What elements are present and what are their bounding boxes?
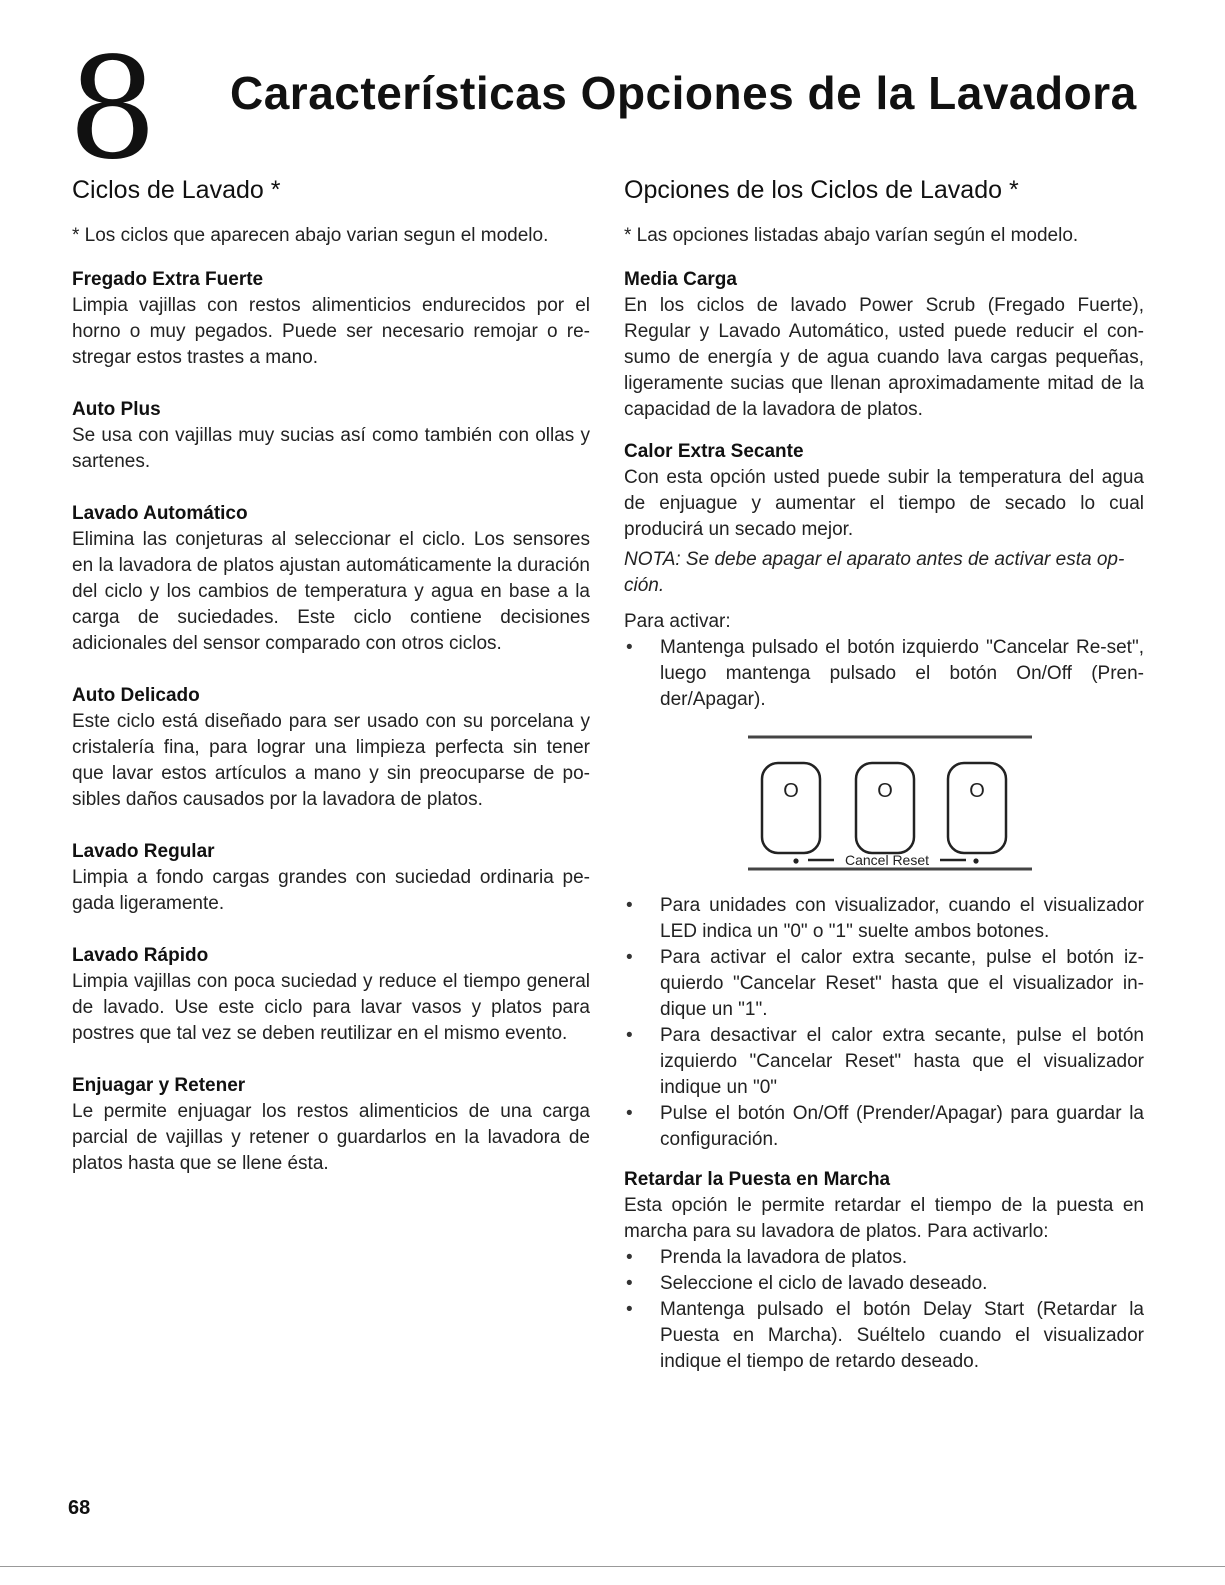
panel-dot-left [793,858,798,863]
cycle-description: Limpia vajillas con poca suciedad y reduce el tiempo general de lavado. Use este ciclo para lavar vasos y platos para postres que tal vez se deben reutilizar en el mismo evento. [72,971,590,1044]
cycle-heading: Lavado Rápido [72,945,209,966]
cycle-item [72,683,590,813]
button-middle-symbol: O [877,780,893,802]
cycle-description: Elimina las conjeturas al seleccionar el ciclo. Los sensores en la lavadora de platos ajustan automáticamente la duración del ciclo y los cambios de temperatura y agua en base a la carga de suciedades. Este ciclo contiene decisiones adicionales del sensor comparado con otros ciclos. [72,529,590,654]
nota-text: NOTA: Se debe apagar el aparato antes de activar esta op-ción. [624,549,1125,596]
bullet-glyph: • [626,895,633,916]
control-panel-svg [748,735,1032,873]
cycle-heading: Auto Plus [72,399,161,420]
bullet-glyph: • [626,637,633,658]
cycle-item [72,267,590,371]
cycle-description: Se usa con vajillas muy sucias así como también con ollas y sartenes. [72,425,590,472]
cycle-item [72,1073,590,1177]
display-steps [624,893,1144,1153]
page-title: Características Opciones de la Lavadora [230,67,1137,119]
right-column [624,176,1144,1391]
list-item-text: Pulse el botón On/Off (Prender/Apagar) para guardar la configuración. [660,1103,1144,1150]
bullet-glyph: • [626,1103,633,1124]
option-media-carga [624,267,1144,423]
cycle-heading: Lavado Automático [72,503,248,524]
list-item [624,635,1144,713]
section-title-cycle-options: Opciones de los Ciclos de Lavado * [624,176,1019,204]
models-note: * Los ciclos que aparecen abajo varian segun el modelo. [72,225,549,246]
cycle-item [72,943,590,1047]
left-column [72,176,590,1203]
section-title-wash-cycles: Ciclos de Lavado * [72,176,281,204]
list-item-text: Prenda la lavadora de platos. [660,1247,908,1268]
list-item-text: Para unidades con visualizador, cuando el visualizador LED indica un "0" o "1" suelte ambos botones. [660,895,1144,942]
button-left-outline [762,763,820,853]
list-item [624,893,1144,945]
option-retardar [624,1167,1144,1375]
activation-steps [624,635,1144,713]
cycle-item [72,839,590,917]
option-heading: Media Carga [624,269,737,290]
bullet-glyph: • [626,1273,633,1294]
list-item-text: Seleccione el ciclo de lavado deseado. [660,1273,988,1294]
bullet-glyph: • [626,1247,633,1268]
panel-dot-right [973,858,978,863]
cycle-description: Le permite enjuagar los restos alimenticios de una carga parcial de vajillas y retener o guardarlos en la lavadora de platos hasta que se llene ésta. [72,1101,590,1174]
cycle-item [72,501,590,657]
list-item-text: Mantenga pulsado el botón izquierdo "Cancelar Re-set", luego mantenga pulsado el botón On/Off (Pren-der/Apagar). [660,637,1144,710]
list-item [624,1023,1144,1101]
list-item [624,1271,1144,1297]
bullet-glyph: • [626,1299,633,1320]
para-activar-label: Para activar: [624,611,731,632]
options-note: * Las opciones listadas abajo varían según el modelo. [624,225,1079,246]
option-description: En los ciclos de lavado Power Scrub (Fregado Fuerte), Regular y Lavado Automático, usted puede reducir el con-sumo de energía y de agua cuando lava cargas pequeñas, ligeramente sucias que llenan aproximadamente mitad de la capacidad de la lavadora de platos. [624,295,1144,420]
bullet-glyph: • [626,947,633,968]
button-right-outline [948,763,1006,853]
button-middle-outline [856,763,914,853]
list-item [624,1245,1144,1271]
option-description: Con esta opción usted puede subir la temperatura del agua de enjuague y aumentar el tiempo de secado lo cual producirá un secado mejor. [624,467,1144,540]
bullet-glyph: • [626,1025,633,1046]
cancel-reset-label: Cancel Reset [844,852,930,868]
button-right-symbol: O [969,780,985,802]
list-item [624,945,1144,1023]
cycle-heading: Enjuagar y Retener [72,1075,246,1096]
list-item [624,1297,1144,1375]
button-left-symbol: O [783,780,799,802]
list-item-text: Para activar el calor extra secante, pulse el botón iz-quierdo "Cancelar Reset" hasta que el visualizador in-dique un "1". [660,947,1144,1020]
option-calor-extra [624,439,1144,1153]
page-number: 68 [68,1497,91,1519]
cycle-item [72,397,590,475]
bottom-rule [0,1566,1225,1567]
cycle-heading: Lavado Regular [72,841,215,862]
control-panel-illustration [748,735,1032,873]
cycle-heading: Auto Delicado [72,685,200,706]
option-heading: Calor Extra Secante [624,441,804,462]
list-item-text: Para desactivar el calor extra secante, pulse el botón izquierdo "Cancelar Reset" hasta que el visualizador indique un "0" [660,1025,1144,1098]
cycle-heading: Fregado Extra Fuerte [72,269,264,290]
delay-steps [624,1245,1144,1375]
option-heading: Retardar la Puesta en Marcha [624,1169,891,1190]
cycle-description: Este ciclo está diseñado para ser usado con su porcelana y cristalería fina, para lograr una limpieza perfecta sin tener que lavar estos artículos a mano y sin preocuparse de po-sibles daños causados por la lavadora de platos. [72,711,590,810]
option-description: Esta opción le permite retardar el tiempo de la puesta en marcha para su lavadora de platos. Para activarlo: [624,1195,1144,1242]
cycle-description: Limpia vajillas con restos alimenticios endurecidos por el horno o muy pegados. Puede ser necesario remojar o re-stregar estos trastes a mano. [72,295,590,368]
list-item [624,1101,1144,1153]
list-item-text: Mantenga pulsado el botón Delay Start (Retardar la Puesta en Marcha). Suéltelo cuando el visualizador indique el tiempo de retardo deseado. [660,1299,1144,1372]
cycle-description: Limpia a fondo cargas grandes con suciedad ordinaria pe-gada ligeramente. [72,867,590,914]
chapter-number: 8 [68,28,158,191]
